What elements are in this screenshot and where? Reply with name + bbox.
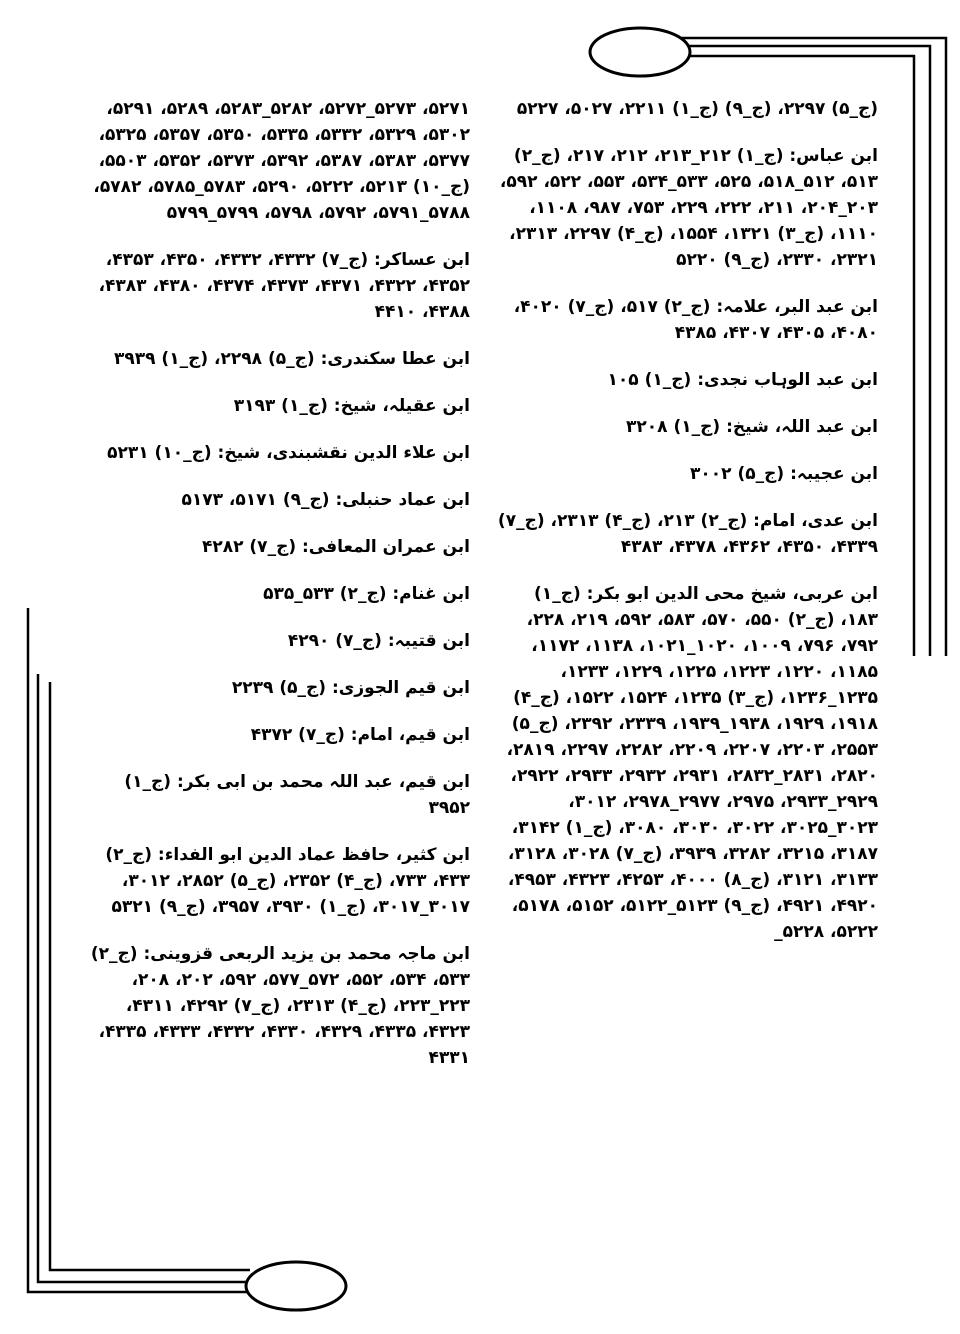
index-entry: ابن علاء الدین نقشبندی، شیخ: (ج_۱۰) ۵۲۳۱ (107, 443, 470, 463)
index-column-left (78, 96, 470, 1092)
index-entry: ابن قیم الجوزی: (ج_۵) ۲۲۳۹ (231, 678, 470, 698)
index-entry: ابن عدی، امام: (ج_۲) ۲۱۳، (ج_۴) ۲۳۱۳، (ج_۷) ۴۳۳۹، ۴۳۵۰، ۴۳۶۲، ۴۳۷۸، ۴۳۸۳ (497, 511, 878, 557)
index-entry: ابن عبد البر، علامہ: (ج_۲) ۵۱۷، (ج_۷) ۴۰۲۰، ۴۰۸۰، ۴۳۰۵، ۴۳۰۷، ۴۳۸۵ (513, 297, 878, 343)
index-entry: ابن غنام: (ج_۲) ۵۳۳_۵۳۵ (263, 584, 470, 604)
index-entry: ابن عقیلہ، شیخ: (ج_۱) ۳۱۹۳ (233, 396, 470, 416)
index-entry: ابن عطا سکندری: (ج_۵) ۲۲۹۸، (ج_۱) ۳۹۳۹ (114, 349, 470, 369)
bottom-ornament-oval (246, 1262, 346, 1310)
index-entry: ابن قتیبہ: (ج_۷) ۴۲۹۰ (287, 631, 470, 651)
index-entry: ابن ماجہ محمد بن یزید الربعی قزوینی: (ج_۲) ۵۳۳، ۵۳۴، ۵۵۲، ۵۷۲_۵۷۷، ۵۹۲، ۲۰۲، ۲۰۸، ۲۲۳_۲۲۳، (ج_۴) ۲۳۱۳، (ج_۷) ۴۲۹۲، ۴۳۱۱، ۴۳۲۳، ۴۳۳۵، ۴۳۲۹، ۴۳۳۰، ۴۳۳۲، ۴۳۳۳، ۴۳۳۵، ۴۳۳۱ (90, 944, 470, 1068)
index-entry: ابن عماد حنبلی: (ج_۹) ۵۱۷۱، ۵۱۷۳ (181, 490, 470, 510)
top-ornament-oval (590, 28, 690, 76)
index-entry: (ج_۵) ۲۲۹۷، (ج_۹) (ج_۱) ۲۲۱۱، ۵۰۲۷، ۵۲۲۷ (516, 99, 878, 119)
index-entry: ابن عبد الوہاب نجدی: (ج_۱) ۱۰۵ (607, 370, 878, 390)
index-entry: ابن عربی، شیخ محی الدین ابو بکر: (ج_۱) ۱۸۳، (ج_۲) ۵۵۰، ۵۷۰، ۵۸۳، ۵۹۲، ۲۱۹، ۲۲۸، ۷۹۲، ۷۹۶، ۱۰۰۹، ۱۰۲۰_۱۰۲۱، ۱۱۳۸، ۱۱۷۲، ۱۱۸۵، ۱۲۲۰، ۱۲۲۳، ۱۲۲۵، ۱۲۲۹، ۱۲۳۳، ۱۲۳۵_۱۲۳۶، (ج_۳) ۱۲۳۵، ۱۵۲۴، ۱۵۲۲، (ج_۴) ۱۹۱۸، ۱۹۲۹، ۱۹۳۸_۱۹۳۹، ۲۳۳۹، ۲۳۹۲، (ج_۵) ۲۵۵۳، ۲۲۰۳، ۲۲۰۷، ۲۲۰۹، ۲۲۸۲، ۲۲۹۷، ۲۸۱۹، ۲۸۲۰، ۲۸۳۱_۲۸۳۲، ۲۹۳۱، ۲۹۳۲، ۲۹۳۳، ۲۹۲۲، ۲۹۲۹_۲۹۳۳، ۲۹۷۵، ۲۹۷۷_۲۹۷۸، ۳۰۱۲، ۳۰۲۳_۳۰۲۵، ۳۰۲۲، ۳۰۳۰، ۳۰۸۰، (ج_۱) ۳۱۴۲، ۳۱۸۷، ۳۲۱۵، ۳۲۸۲، ۳۹۳۹، (ج_۷) ۳۰۲۸، ۳۱۲۸، ۳۱۳۳، ۳۱۲۱، (ج_۸) ۴۰۰۰، ۴۲۵۳، ۴۳۲۳، ۴۹۵۳، ۴۹۲۰، ۴۹۲۱، (ج_۹) ۵۱۲۳_۵۱۲۲، ۵۱۵۲، ۵۱۷۸، ۵۲۲۲، ۵۲۲۸_ (506, 584, 878, 942)
index-entry: ابن عساکر: (ج_۷) ۴۳۳۲، ۴۳۳۲، ۴۳۵۰، ۴۳۵۳، ۴۳۵۲، ۴۳۲۲، ۴۳۷۱، ۴۳۷۳، ۴۳۷۴، ۴۳۸۰، ۴۳۸۳، ۴۳۸۸، ۴۴۱۰ (98, 250, 470, 322)
index-entry: ابن عمران المعافی: (ج_۷) ۴۲۸۲ (201, 537, 470, 557)
index-entry: ابن کثیر، حافظ عماد الدین ابو الفداء: (ج_۲) ۴۳۳، ۷۳۳، (ج_۴) ۲۳۵۲، (ج_۵) ۲۸۵۲، ۳۰۱۲، ۳۰۱۷_۳۰۱۷، (ج_۱) ۳۹۳۰، ۳۹۵۷، (ج_۹) ۵۳۲۱ (105, 845, 470, 917)
index-entry: ابن قیم، امام: (ج_۷) ۴۳۷۲ (250, 725, 470, 745)
index-entry: ۵۲۷۱، ۵۲۷۳_۵۲۷۲، ۵۲۸۲_۵۲۸۳، ۵۲۸۹، ۵۲۹۱، ۵۳۰۲، ۵۳۲۹، ۵۳۳۲، ۵۳۳۵، ۵۳۵۰، ۵۳۵۷، ۵۳۲۵، ۵۳۷۷، ۵۳۸۳، ۵۳۸۷، ۵۳۹۲، ۵۳۷۳، ۵۳۵۲، ۵۵۰۳، (ج_۱۰) ۵۲۱۳، ۵۲۲۲، ۵۲۹۰، ۵۷۸۳_۵۷۸۵، ۵۷۸۲، ۵۷۸۸_۵۷۹۱، ۵۷۹۲، ۵۷۹۸، ۵۷۹۹_۵۷۹۹ (93, 99, 470, 223)
index-entry: ابن قیم، عبد اللہ محمد بن ابی بکر: (ج_۱) ۳۹۵۲ (124, 772, 470, 818)
index-entry: ابن عباس: (ج_۱) ۲۱۲_۲۱۳، ۲۱۲، ۲۱۷، (ج_۲) ۵۱۳، ۵۱۲_۵۱۸، ۵۲۵، ۵۳۳_۵۳۴، ۵۵۳، ۵۲۲، ۵۹۲، ۲۰۳_۲۰۴، ۲۱۱، ۲۲۲، ۲۲۹، ۷۵۳، ۹۸۷، ۱۱۰۸، ۱۱۱۰، (ج_۳) ۱۳۲۱، ۱۵۵۴، (ج_۴) ۲۲۹۷، ۲۳۱۳، ۲۳۲۱، ۲۳۳۰، (ج_۹) ۵۲۲۰ (499, 146, 878, 270)
index-column-right (494, 96, 878, 966)
index-entry: ابن عجیبہ: (ج_۵) ۳۰۰۲ (690, 464, 878, 484)
index-entry: ابن عبد اللہ، شیخ: (ج_۱) ۳۲۰۸ (626, 417, 878, 437)
